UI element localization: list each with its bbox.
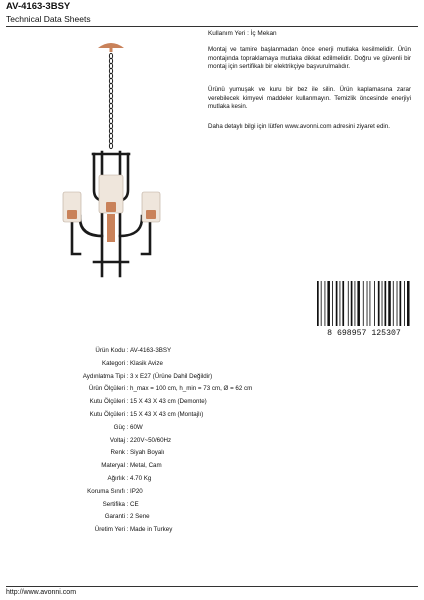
barcode-bar: [382, 281, 383, 326]
spec-value: Siyah Boyalı: [130, 449, 165, 457]
spec-label: Kutu Ölçüleri: [89, 410, 125, 418]
barcode-bar: [393, 281, 394, 326]
spec-value: Made in Turkey: [130, 526, 173, 534]
barcode-bars: [317, 281, 410, 326]
header: [6, 0, 418, 27]
barcode-bar: [404, 281, 405, 326]
spec-row: [20, 499, 400, 512]
spec-row: [20, 422, 400, 435]
spec-table: [20, 345, 400, 537]
barcode-bar: [363, 281, 364, 326]
spec-label: Güç: [113, 423, 125, 431]
barcode-bar: [327, 281, 330, 326]
spec-label: Ürün Ölçüleri: [88, 385, 125, 393]
sheet-subtitle: Technical Data Sheets: [6, 14, 91, 24]
barcode-bar: [378, 281, 380, 326]
spec-separator: :: [126, 410, 129, 418]
barcode-bar: [407, 281, 410, 326]
spec-value: 15 X 43 X 43 cm (Montajlı): [130, 410, 204, 418]
barcode-bar: [340, 281, 341, 326]
spec-row: [20, 383, 400, 396]
info-paragraph: Daha detaylı bilgi için lütfen www.avonni.com adresini ziyaret edin.: [208, 123, 390, 130]
barcode-bar: [321, 281, 322, 326]
spec-label: Ürün Kodu: [95, 347, 125, 354]
product-code-title: AV-4163-3BSY: [6, 1, 71, 12]
spec-separator: :: [126, 372, 129, 380]
spec-separator: :: [126, 487, 129, 495]
spec-row: [20, 358, 400, 371]
spec-value: 3 x E27 (Ürüne Dahil Değildir): [130, 372, 213, 380]
spec-value: AV-4163-3BSY: [130, 347, 172, 354]
barcode-bar: [317, 281, 319, 326]
spec-value: 2 Sene: [130, 513, 150, 521]
spec-separator: :: [126, 474, 129, 482]
spec-row: [20, 524, 400, 537]
canopy-stem: [110, 47, 113, 52]
spec-label: Koruma Sınıfı: [87, 487, 125, 495]
spec-label: Renk: [110, 449, 125, 457]
spec-row: [20, 486, 400, 499]
spec-label: Garanti: [104, 513, 125, 521]
barcode: [315, 281, 413, 337]
spec-label: Ağırlık: [107, 474, 125, 482]
footer-url: http://www.avonni.com: [6, 589, 77, 596]
barcode-bar: [400, 281, 402, 326]
cleaning-paragraph: Ürünü yumuşak ve kuru bir bez ile silin. Ürün kaplamasına zarar verebilecek kimyevi maddeler kullanmayın. Temizlik öncesinde enerjiyi mutlaka kesin.: [208, 86, 411, 111]
barcode-bar: [355, 281, 356, 326]
spec-separator: :: [126, 462, 129, 470]
product-image: [60, 40, 190, 285]
spec-separator: :: [126, 347, 129, 354]
spec-separator: :: [126, 385, 129, 393]
barcode-digits: 8 698957 125307: [327, 329, 401, 337]
spec-separator: :: [126, 423, 129, 431]
spec-separator: :: [126, 526, 129, 534]
spec-value: IP20: [130, 487, 143, 495]
spec-label: Sertifika: [102, 500, 125, 508]
spec-label: Kutu Ölçüleri: [89, 398, 125, 406]
spec-separator: :: [126, 359, 129, 367]
barcode-bar: [342, 281, 344, 326]
spec-value: h_max = 100 cm, h_min = 73 cm, Ø = 62 cm: [130, 385, 253, 393]
spec-label: Üretim Yeri: [94, 526, 125, 534]
footer: [6, 586, 418, 599]
spec-row: [20, 396, 400, 409]
center-column: [107, 214, 115, 242]
safety-paragraph: Montaj ve tamire başlanmadan önce enerji mutlaka kesilmelidir. Ürün montajında topraklamaya mutlaka dikkat edilmelidir. Doğru ve güvenli bir montaj için sertifikalı bir elektrikçiye başvurulmalıdır.: [208, 46, 411, 71]
barcode-bar: [397, 281, 398, 326]
spec-separator: :: [126, 436, 129, 444]
usage-location: Kullanım Yeri : İç Mekan: [208, 30, 277, 37]
spec-row: [20, 511, 400, 524]
barcode-bar: [357, 281, 360, 326]
barcode-bar: [351, 281, 353, 326]
spec-label: Voltaj: [109, 436, 125, 444]
spec-row: [20, 447, 400, 460]
spec-row: [20, 345, 400, 358]
spec-row: [20, 473, 400, 486]
spec-label: Aydınlatma Tipi: [82, 372, 125, 380]
chain: [109, 53, 112, 148]
spec-separator: :: [126, 513, 129, 521]
spec-value: Klasik Avize: [130, 359, 163, 367]
header-divider: [6, 26, 418, 27]
spec-value: 4.70 Kg: [130, 474, 152, 482]
barcode-bar: [332, 281, 333, 326]
spec-value: 60W: [130, 423, 143, 431]
spec-separator: :: [126, 449, 129, 457]
spec-label: Materyal: [101, 462, 125, 470]
spec-value: CE: [130, 500, 139, 508]
barcode-bar: [367, 281, 368, 326]
barcode-bar: [374, 281, 375, 326]
spec-separator: :: [126, 500, 129, 508]
barcode-bar: [336, 281, 338, 326]
spec-value: 15 X 43 X 43 cm (Demonte): [130, 398, 207, 406]
barcode-bar: [388, 281, 391, 326]
barcode-bar: [385, 281, 387, 326]
spec-row: [20, 409, 400, 422]
barcode-bar: [348, 281, 349, 326]
spec-row: [20, 435, 400, 448]
barcode-bar: [370, 281, 371, 326]
spec-value: Metal, Cam: [130, 462, 162, 470]
spec-value: 220V~50/60Hz: [130, 436, 172, 444]
spec-label: Kategori: [101, 359, 125, 367]
spec-row: [20, 460, 400, 473]
usage-label: Kullanım Yeri: [208, 30, 246, 37]
barcode-bar: [325, 281, 326, 326]
spec-row: [20, 371, 400, 384]
spec-separator: :: [126, 398, 129, 406]
usage-value: İç Mekan: [250, 30, 277, 37]
